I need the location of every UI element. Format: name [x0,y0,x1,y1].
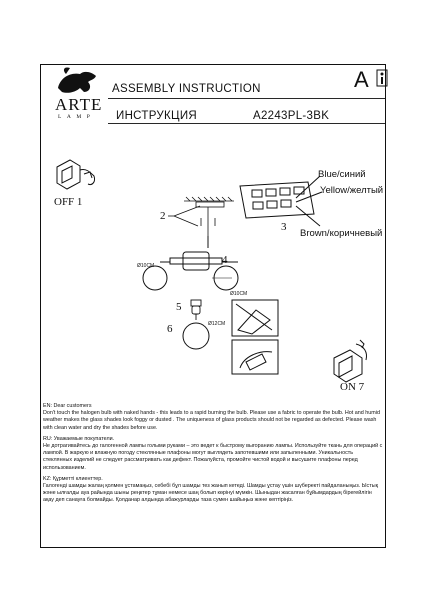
note-kz [43,476,383,505]
dim-bottom: Ø12CM [208,321,226,327]
wire-brown-label: Brown/коричневый [300,228,383,239]
header-rule-2 [108,123,386,124]
step-5-label: 5 [176,301,182,313]
brand-logo-subtext: LAMP [58,114,96,120]
shade-left-icon [143,266,167,290]
note-en-body: Don't touch the halogen bulb with naked hands - this leads to a rapid burning the bulb. Please use a fabric to operate the bulb. Hot and humid weather makes the glass shades look foggy or dusted . The uniqueness of glass products should not be regarded as defected. Please wash with clean water and dry the shades before use. [43,410,380,431]
title-english: ASSEMBLY INSTRUCTION [112,83,261,95]
section-letter: A [354,67,369,92]
note-kz-body: Галогенді шамды жалаң қолмен ұстамаңыз, себебі бұл шамды тез жанып кетеді. Шамды ұстау үшін шүберекті пайдаланыңыз. Ыстық және ылғалды ауа райында шыны реңктер тұман немесе шаң болып көрінуі мүмкін. Шыныдан жасалған бұйымдардың бірегейлігін ақау деп санауға болмайды. Қолданар алдында абажурларды таза сумен шайыңыз және кептіріңіз. [43,483,378,504]
ceiling-mount-icon [168,197,234,236]
switch-off-icon [57,160,95,189]
note-ru-body: Не дотрагивайтесь до галогенной лампы голыми руками – это ведет к быстрому выгоранию лампы. Используйте ткань для операций с лампой. В жаркую и влажную погоду стеклянные плафоны могут выглядеть запотевшими или запыленными. Уникальность стеклянных изделий не следует рассматривать как дефект. Пожалуйста, промойте чистой водой и высушите плафоны перед использованием. [43,443,383,471]
wipe-shade-icon [232,300,278,374]
step-6-label: 6 [167,323,173,335]
switch-on-icon [334,340,367,382]
header-rule-1 [108,98,386,99]
note-kz-heading: KZ: Құрметті клиенттер. [43,475,103,482]
note-ru-heading: RU: Уважаемые покупатели. [43,435,115,442]
brand-logo-text: ARTE [55,95,103,114]
note-en-heading: EN: Dear customers [43,403,92,409]
note-ru [43,436,383,472]
note-en [43,403,383,432]
shade-bottom-icon [183,323,209,349]
care-notes [43,403,383,509]
step-2-label: 2 [160,210,166,222]
dim-right: Ø10CM [230,291,248,297]
step-on-label: ON 7 [340,381,365,393]
step-3-label: 3 [281,221,287,233]
bulb-icon [191,300,201,320]
wire-blue-label: Blue/синий [318,169,366,180]
wire-yellow-label: Yellow/желтый [320,185,384,196]
step-off-label: OFF 1 [54,196,83,208]
info-icon [377,70,387,86]
brand-lion-icon [58,67,96,92]
dim-left: Ø10CM [137,263,155,269]
terminal-block-icon [240,176,322,226]
step-4-label: 4 [222,254,228,266]
model-number: A2243PL-3BK [253,110,330,122]
title-russian: ИНСТРУКЦИЯ [116,110,198,122]
